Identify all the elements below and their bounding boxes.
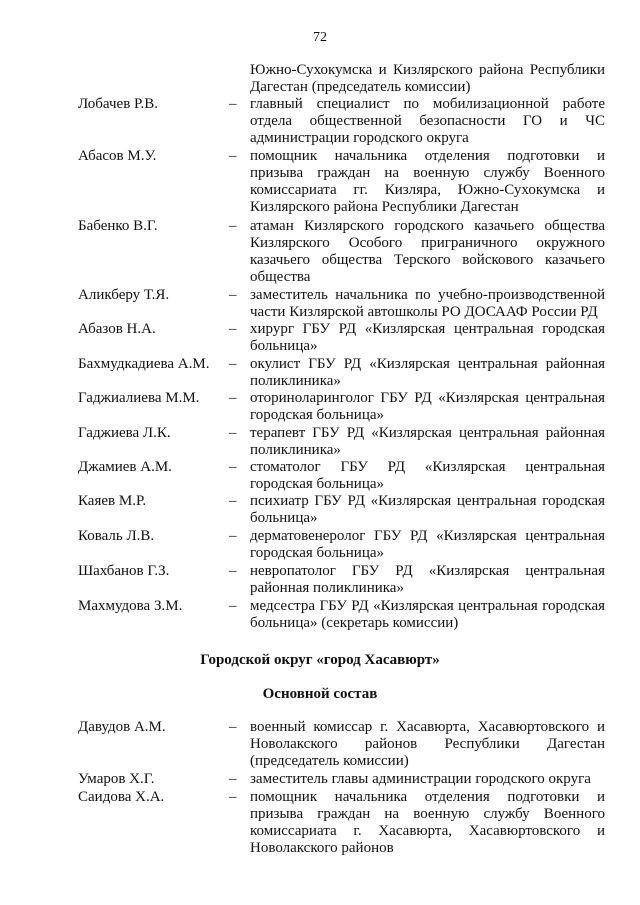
dash: – <box>229 719 237 735</box>
member-role: невропатолог ГБУ РД «Кизлярская центральная районная поликлиника» <box>250 563 605 596</box>
page-number: 72 <box>313 30 327 45</box>
continuation-text: Южно-Сухокумска и Кизлярского района Республики Дагестан (председатель комиссии) <box>250 62 605 95</box>
member-name: Абасов М.У. <box>78 148 157 164</box>
member-role: хирург ГБУ РД «Кизлярская центральная городская больница» <box>250 321 605 354</box>
dash: – <box>229 425 237 441</box>
member-name: Каяев М.Р. <box>78 493 147 509</box>
member-role: дерматовенеролог ГБУ РД «Кизлярская центральная городская больница» <box>250 528 605 561</box>
member-name: Бабенко В.Г. <box>78 218 158 234</box>
dash: – <box>229 218 237 234</box>
dash: – <box>229 771 237 787</box>
dash: – <box>229 321 237 337</box>
member-role: военный комиссар г. Хасавюрта, Хасавюртовского и Новолакского районов Республики Дагестан (председатель комиссии) <box>250 719 605 769</box>
member-role: медсестра ГБУ РД «Кизлярская центральная городская больница» (секретарь комиссии) <box>250 598 605 631</box>
member-name: Гаджиалиева М.М. <box>78 390 200 406</box>
dash: – <box>229 96 237 112</box>
member-name: Абазов Н.А. <box>78 321 156 337</box>
member-name: Джамиев А.М. <box>78 459 172 475</box>
member-role: заместитель главы администрации городского округа <box>250 771 591 787</box>
dash: – <box>229 459 237 475</box>
member-role: стоматолог ГБУ РД «Кизлярская центральная городская больница» <box>250 459 605 492</box>
dash: – <box>229 563 237 579</box>
member-role: терапевт ГБУ РД «Кизлярская центральная районная поликлиника» <box>250 425 605 458</box>
member-role: психиатр ГБУ РД «Кизлярская центральная городская больница» <box>250 493 605 526</box>
dash: – <box>229 148 237 164</box>
member-name: Давудов А.М. <box>78 719 166 735</box>
dash: – <box>229 390 237 406</box>
dash: – <box>229 356 237 372</box>
dash: – <box>229 493 237 509</box>
member-name: Коваль Л.В. <box>78 528 155 544</box>
dash: – <box>229 287 237 303</box>
dash: – <box>229 789 237 805</box>
member-name: Бахмудкадиева А.М. <box>78 356 210 372</box>
member-name: Махмудова З.М. <box>78 598 183 614</box>
member-role: помощник начальника отделения подготовки и призыва граждан на военную службу Военного комиссариата г. Хасавюрта, Хасавюртовского и Новолакского районов <box>250 789 605 856</box>
member-role: помощник начальника отделения подготовки и призыва граждан на военную службу Военного комиссариата гг. Кизляра, Южно-Сухокумска и Кизлярского района Республики Дагестан <box>250 148 605 215</box>
member-name: Гаджиева Л.К. <box>78 425 171 441</box>
member-name: Умаров Х.Г. <box>78 771 155 787</box>
dash: – <box>229 598 237 614</box>
member-role: главный специалист по мобилизационной работе отдела общественной безопасности ГО и ЧС администрации городского округа <box>250 96 605 146</box>
member-role: заместитель начальника по учебно-производственной части Кизлярской автошколы РО ДОСААФ России РД <box>250 287 605 320</box>
subsection-title: Основной состав <box>262 686 378 702</box>
member-name: Аликберу Т.Я. <box>78 287 170 303</box>
member-role: окулист ГБУ РД «Кизлярская центральная районная поликлиника» <box>250 356 605 389</box>
dash: – <box>229 528 237 544</box>
member-role: оториноларинголог ГБУ РД «Кизлярская центральная городская больница» <box>250 390 605 423</box>
section-title: Городской округ «город Хасавюрт» <box>200 652 440 668</box>
member-name: Шахбанов Г.З. <box>78 563 170 579</box>
member-name: Саидова Х.А. <box>78 789 165 805</box>
member-name: Лобачев Р.В. <box>78 96 158 112</box>
member-role: атаман Кизлярского городского казачьего общества Кизлярского Особого приграничного окружного казачьего общества Терского войскового казачьего общества <box>250 218 605 285</box>
